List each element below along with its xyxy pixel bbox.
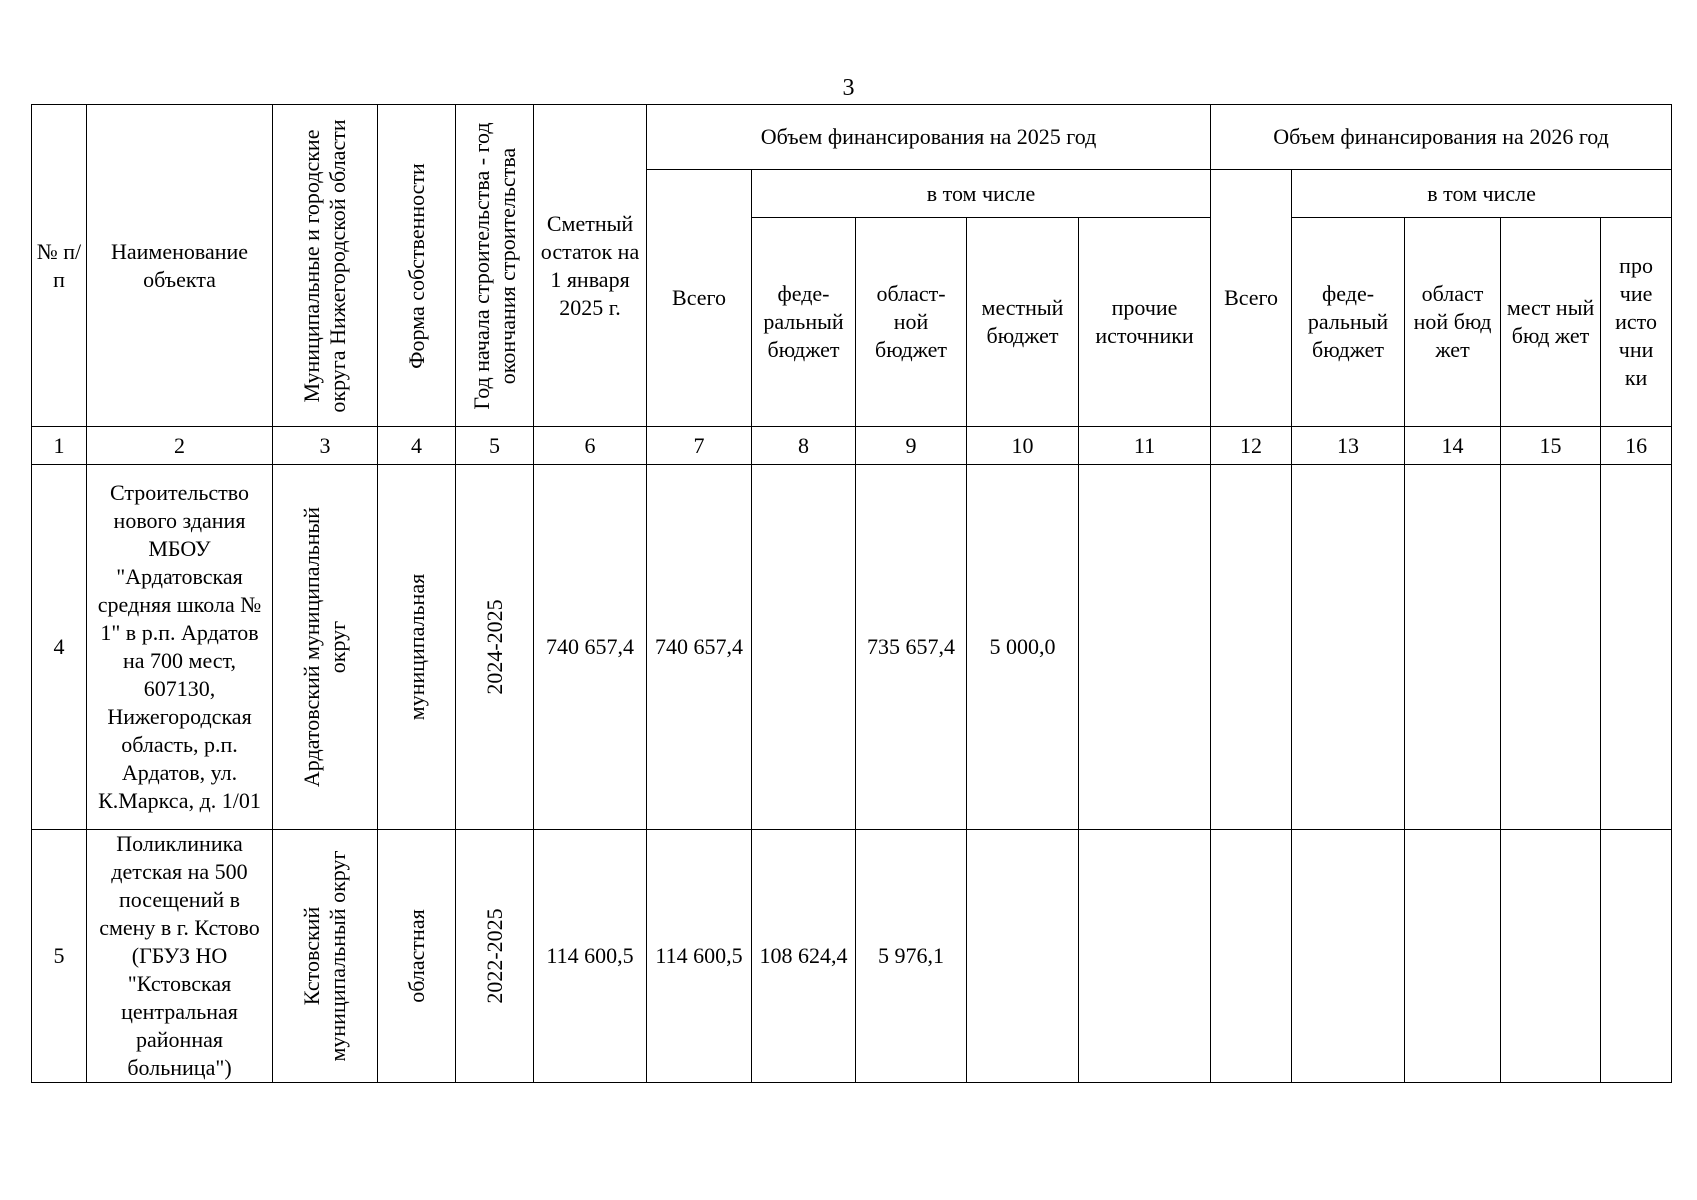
row-ownership-cell <box>378 830 456 1083</box>
row-years-cell <box>456 465 534 830</box>
column-number: 7 <box>647 427 752 465</box>
row-regional-2026 <box>1405 830 1501 1083</box>
row-total-2026 <box>1211 465 1292 830</box>
header-local-2025: местный бюджет <box>967 218 1079 427</box>
header-funding-2026: Объем финансирования на 2026 год <box>1211 105 1672 170</box>
table-row <box>32 830 1672 1083</box>
page-number: 3 <box>842 75 855 101</box>
row-num: 4 <box>32 465 87 830</box>
header-municipality: Муниципальные и городские округа Нижегородской области <box>299 118 350 413</box>
column-number: 15 <box>1501 427 1601 465</box>
row-name: Строительство нового здания МБОУ "Ардатовская средняя школа № 1" в р.п. Ардатов на 700 мест, 607130, Нижегородская область, р.п. Ардатов, ул. К.Маркса, д. 1/01 <box>87 465 273 830</box>
row-regional-2026 <box>1405 465 1501 830</box>
header-total-2026: Всего <box>1211 170 1292 427</box>
header-other-2026: про чие исто чни ки <box>1601 218 1672 427</box>
column-number: 9 <box>856 427 967 465</box>
header-other-2025: прочие источники <box>1079 218 1211 427</box>
row-federal-2025 <box>752 465 856 830</box>
row-local-2026 <box>1501 830 1601 1083</box>
header-regional-2025: област-ной бюджет <box>856 218 967 427</box>
row-name: Поликлиника детская на 500 посещений в смену в г. Кстово (ГБУЗ НО "Кстовская центральная районная больница") <box>87 830 273 1083</box>
row-municipality-cell <box>273 465 378 830</box>
header-ownership-cell <box>378 105 456 427</box>
funding-table <box>31 104 1672 1083</box>
header-including-2025: в том числе <box>752 170 1211 218</box>
row-years-cell <box>456 830 534 1083</box>
row-regional-2025: 735 657,4 <box>856 465 967 830</box>
column-number: 1 <box>32 427 87 465</box>
row-total-2025: 114 600,5 <box>647 830 752 1083</box>
column-number: 10 <box>967 427 1079 465</box>
row-federal-2026 <box>1292 465 1405 830</box>
row-estimate: 740 657,4 <box>534 465 647 830</box>
row-other-2025 <box>1079 830 1211 1083</box>
column-number: 12 <box>1211 427 1292 465</box>
row-ownership: областная <box>403 909 429 1003</box>
row-years: 2024-2025 <box>481 599 507 695</box>
row-regional-2025: 5 976,1 <box>856 830 967 1083</box>
column-number: 8 <box>752 427 856 465</box>
row-municipality-cell <box>273 830 378 1083</box>
row-ownership: муниципальная <box>403 573 429 721</box>
row-num: 5 <box>32 830 87 1083</box>
header-years: Год начала строительства - год окончания строительства <box>468 121 520 410</box>
header-total-2025: Всего <box>647 170 752 427</box>
header-years-cell <box>456 105 534 427</box>
row-other-2025 <box>1079 465 1211 830</box>
row-total-2026 <box>1211 830 1292 1083</box>
row-estimate: 114 600,5 <box>534 830 647 1083</box>
row-municipality: Кстовский муниципальный округ <box>299 850 350 1062</box>
header-federal-2026: феде-ральный бюджет <box>1292 218 1405 427</box>
column-number: 5 <box>456 427 534 465</box>
row-other-2026 <box>1601 465 1672 830</box>
header-ownership: Форма собственности <box>403 162 429 369</box>
column-number-row <box>32 427 1672 465</box>
header-federal-2025: феде-ральный бюджет <box>752 218 856 427</box>
header-estimate: Сметный остаток на 1 января 2025 г. <box>534 105 647 427</box>
header-regional-2026: област ной бюд жет <box>1405 218 1501 427</box>
column-number: 11 <box>1079 427 1211 465</box>
column-number: 4 <box>378 427 456 465</box>
column-number: 16 <box>1601 427 1672 465</box>
row-local-2025: 5 000,0 <box>967 465 1079 830</box>
row-ownership-cell <box>378 465 456 830</box>
column-number: 13 <box>1292 427 1405 465</box>
row-years: 2022-2025 <box>481 908 507 1004</box>
column-number: 2 <box>87 427 273 465</box>
header-including-2026: в том числе <box>1292 170 1672 218</box>
row-local-2025 <box>967 830 1079 1083</box>
table-row <box>32 465 1672 830</box>
row-municipality: Ардатовский муниципальный округ <box>299 506 350 788</box>
row-local-2026 <box>1501 465 1601 830</box>
header-funding-2025: Объем финансирования на 2025 год <box>647 105 1211 170</box>
column-number: 6 <box>534 427 647 465</box>
header-name: Наименование объекта <box>87 105 273 427</box>
row-federal-2025: 108 624,4 <box>752 830 856 1083</box>
column-number: 14 <box>1405 427 1501 465</box>
header-num: № п/п <box>32 105 87 427</box>
header-local-2026: мест ный бюд жет <box>1501 218 1601 427</box>
column-number: 3 <box>273 427 378 465</box>
row-total-2025: 740 657,4 <box>647 465 752 830</box>
header-municipality-cell <box>273 105 378 427</box>
row-other-2026 <box>1601 830 1672 1083</box>
row-federal-2026 <box>1292 830 1405 1083</box>
